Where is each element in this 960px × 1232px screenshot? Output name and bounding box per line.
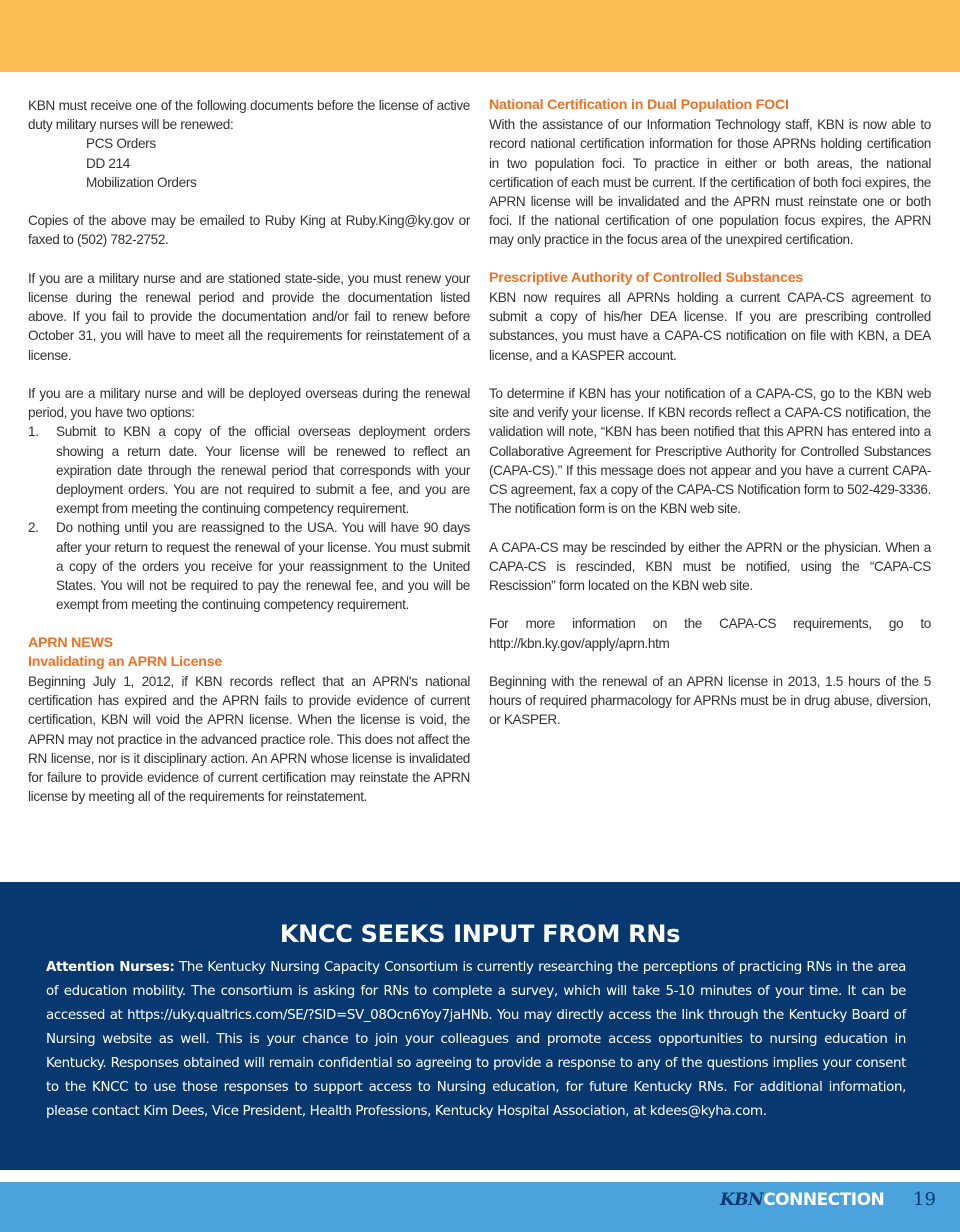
dual-population-foci-heading: National Certification in Dual Population FOCI <box>489 97 789 113</box>
list-item: DD 214 <box>86 155 130 171</box>
aprn-news-heading: APRN NEWS <box>28 634 113 651</box>
dea-license-paragraph: KBN now requires all APRNs holding a current CAPA-CS agreement to submit a copy of his/her DEA license. If you are prescribing controlled substances, you must have a CAPA-CS notification on file with KBN, a DEA license, and a KASPER account. <box>489 290 931 363</box>
top-color-band <box>0 0 960 72</box>
deployed-overseas-paragraph: If you are a military nurse and will be deployed overseas during the renewal period, you have two options: <box>28 386 470 421</box>
page-number: 19 <box>913 1189 936 1210</box>
prescriptive-authority-heading: Prescriptive Authority of Controlled Substances <box>489 269 804 286</box>
left-column <box>28 96 470 806</box>
kncc-body-text: The Kentucky Nursing Capacity Consortium is currently researching the perceptions of practicing RNs in the area of education mobility. The consortium is asking for RNs to complete a survey, which will take 5-10 minutes of your time. It can be accessed at https://uky.qualtrics.com/SE/?SID=SV_08Ocn6Yoy7jaHNb. You may directly access the link through the Kentucky Board of Nursing website as well. This is your chance to join your colleagues and promote access opportunities to nursing education in Kentucky. Responses obtained will remain confidential so agreeing to provide a response to any of the questions implies your consent to the KNCC to use those responses to support access to Nursing education, for future Kentucky RNs. For additional information, please contact Kim Dees, Vice President, Health Professions, Kentucky Hospital Association, at kdees@kyha.com. <box>46 960 907 1119</box>
list-item <box>28 518 470 614</box>
capa-cs-rescission-paragraph: A CAPA-CS may be rescinded by either the APRN or the physician. When a CAPA-CS is rescinded, KBN must be notified, using the “CAPA-CS Rescission” form located on the KBN web site. <box>489 539 931 594</box>
kbn-connection-logo <box>720 1190 884 1210</box>
capa-cs-verification-paragraph: To determine if KBN has your notification of a CAPA-CS, go to the KBN web site and verify your license. If KBN records reflect a CAPA-CS notification, the validation will note, “KBN has been notified that this APRN has entered into a Collaborative Agreement for Prescriptive Authority for Controlled Substances (CAPA-CS).” If this message does not appear and you have a current CAPA-CS agreement, fax a copy of the CAPA-CS Notification form to 502-429-3336. The notification form is on the KBN web site. <box>489 386 931 517</box>
option-text: Do nothing until you are reassigned to the USA. You will have 90 days after your return to request the renewal of your license. You must submit a copy of the orders you receive for your reassignment to the United States. You will not be required to pay the renewal fee, and you will be exempt from meeting the continuing competency requirement. <box>56 520 470 613</box>
logo-connection: CONNECTION <box>763 1190 885 1210</box>
right-column <box>489 96 931 730</box>
option-number: 1. <box>28 424 39 440</box>
logo-kbn: KBN <box>720 1190 764 1210</box>
copies-contact-paragraph: Copies of the above may be emailed to Ruby King at Ruby.King@ky.gov or faxed to (502) 782-2752. <box>28 213 470 248</box>
dual-population-foci-paragraph: With the assistance of our Information Technology staff, KBN is now able to record national certification information for those APRNs holding certification in two population foci. To practice in either or both areas, the national certification of each must be current. If the certification of both foci expires, the APRN license will be invalidated and the APRN must reinstate one or both foci. If the national certification of one population focus expires, the APRN may only practice in the focus area of the unexpired certification. <box>489 117 931 248</box>
invalidating-aprn-license-heading: Invalidating an APRN License <box>28 653 223 670</box>
pharmacology-paragraph: Beginning with the renewal of an APRN license in 2013, 1.5 hours of the 5 hours of required pharmacology for APRNs must be in drug abuse, diversion, or KASPER. <box>489 674 931 728</box>
military-documents-intro: KBN must receive one of the following documents before the license of active duty military nurses will be renewed: <box>28 98 470 133</box>
list-item: PCS Orders <box>86 136 156 152</box>
invalidating-aprn-license-paragraph: Beginning July 1, 2012, if KBN records reflect that an APRN's national certification has expired and the APRN fails to provide evidence of current certification, KBN will void the APRN license. When the license is void, the APRN may not practice in the advanced practice role. This does not affect the RN license, nor is it disciplinary action. An APRN whose license is invalidated for failure to provide evidence of current certification may reinstate the APRN license by meeting all of the requirements for reinstatement. <box>28 674 470 805</box>
overseas-options-list <box>28 422 470 614</box>
kncc-body <box>46 956 906 1124</box>
attention-nurses-label: Attention Nurses: <box>46 960 175 975</box>
list-item <box>28 422 470 518</box>
stateside-paragraph: If you are a military nurse and are stationed state-side, you must renew your license during the renewal period and provide the documentation listed above. If you fail to provide the documentation and/or fail to renew before October 31, you will have to meet all the requirements for reinstatement of a license. <box>28 270 470 363</box>
option-number: 2. <box>28 520 39 536</box>
capa-cs-info-link-paragraph: For more information on the CAPA-CS requirements, go to http://kbn.ky.gov/apply/aprn.htm <box>489 616 931 651</box>
kncc-title: KNCC SEEKS INPUT FROM RNs <box>279 920 681 948</box>
required-documents-list <box>28 134 470 192</box>
list-item: Mobilization Orders <box>86 174 197 190</box>
option-text: Submit to KBN a copy of the official overseas deployment orders showing a return date. Your license will be renewed to reflect an expiration date through the renewal period that corresponds with your deployment orders. You are not required to submit a fee, and you are exempt from meeting the continuing competency requirement. <box>56 424 470 517</box>
